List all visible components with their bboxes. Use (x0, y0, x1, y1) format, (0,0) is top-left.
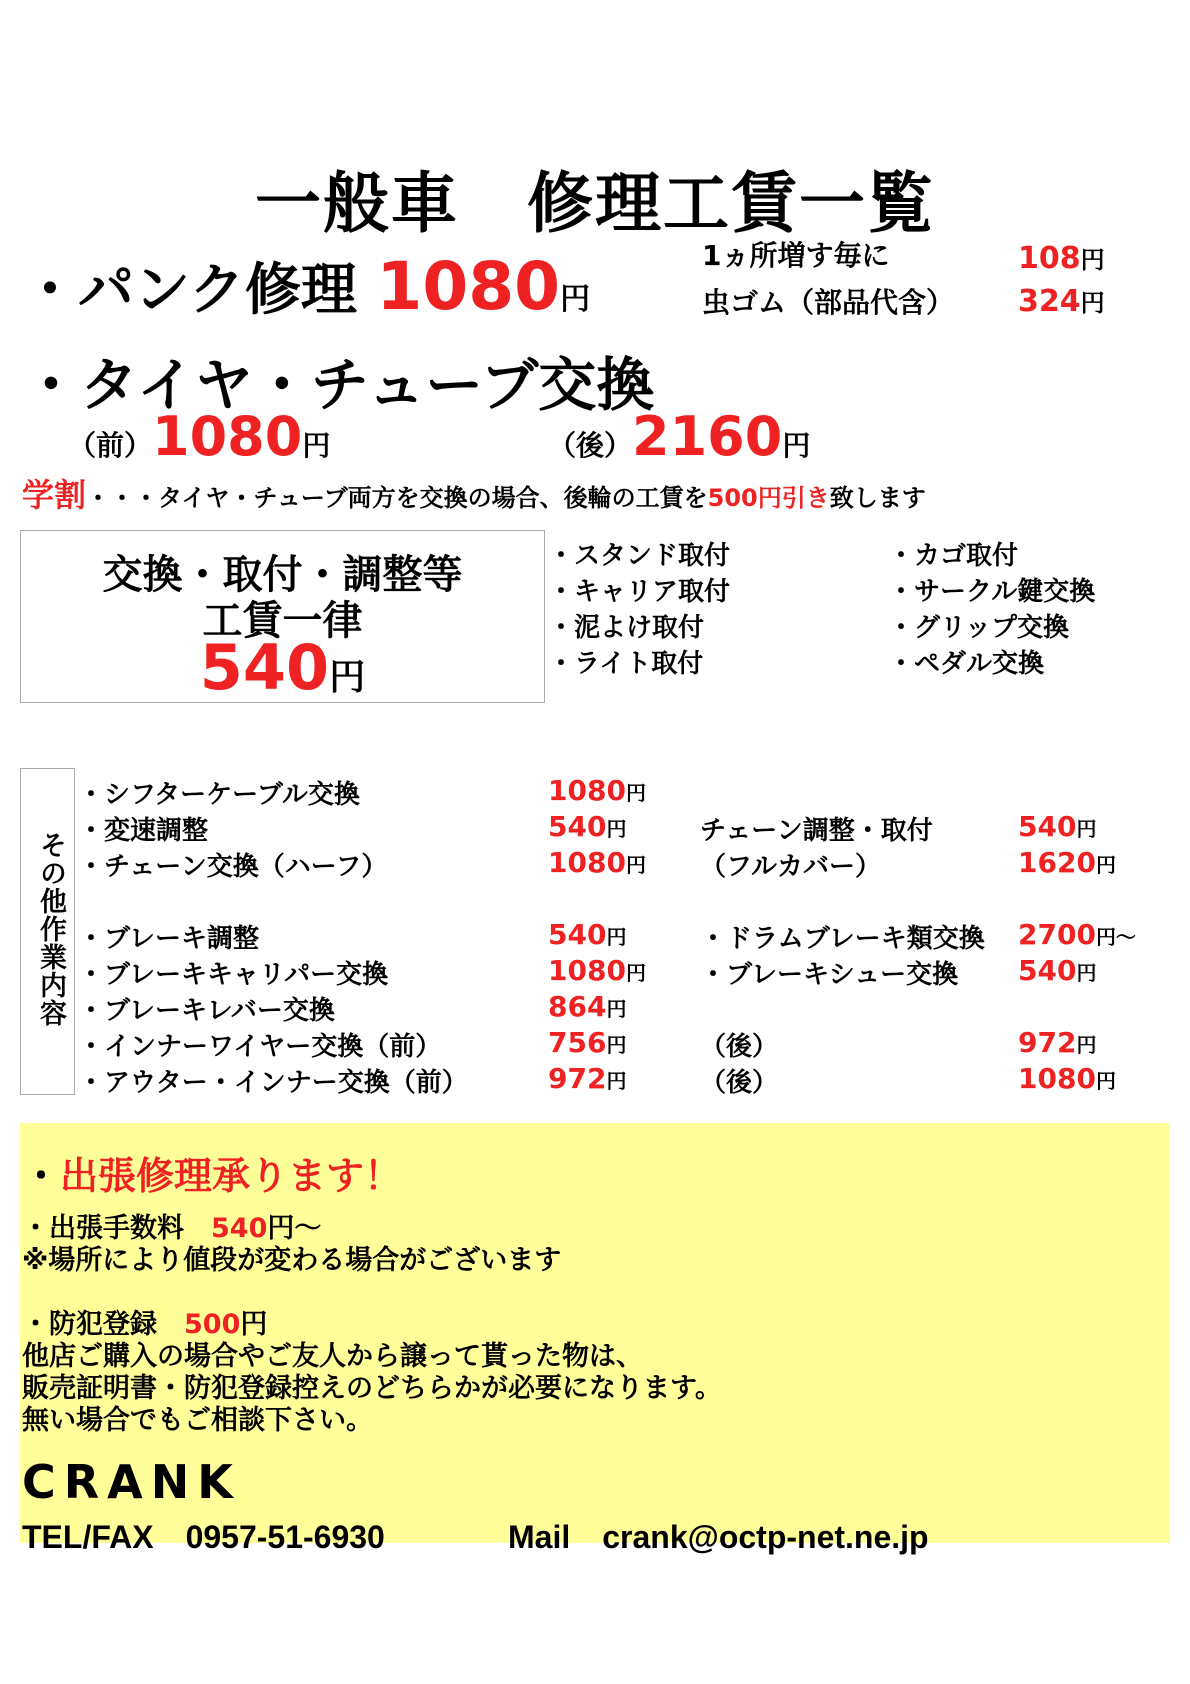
price-value: 540 (1018, 810, 1077, 843)
price-value: 972 (1018, 1026, 1077, 1059)
other-price (1018, 846, 1116, 879)
puncture-price: 1080 (376, 248, 561, 325)
other-price (548, 918, 626, 951)
addon-label-extra-spot: 1ヵ所増す毎に (702, 239, 890, 272)
price-yen: 円 (1095, 853, 1116, 877)
addon-price-value: 324 (1018, 284, 1081, 319)
addon-price-valve-rubber (1018, 283, 1105, 319)
flat-item: ・カゴ取付 (888, 541, 1019, 571)
price-yen: 円 (606, 925, 627, 949)
price-yen: 円 (1076, 1033, 1097, 1057)
other-work-label: その他作業内容 (35, 831, 66, 1027)
price-value: 756 (548, 1026, 607, 1059)
mobile-repair-title (22, 1145, 402, 1200)
student-tag: 学割 (22, 476, 87, 514)
price-value: 1080 (1018, 1062, 1096, 1095)
addon-price-value: 108 (1018, 241, 1081, 276)
tire-tube-label: ・タイヤ・チューブ交換 (22, 351, 655, 419)
flat-rate-line1: 交換・取付・調整等 (102, 552, 463, 598)
other-item: ・ブレーキレバー交換 (78, 996, 335, 1026)
price-value: 540 (548, 810, 607, 843)
shop-mail: Mail crank@octp-net.ne.jp (508, 1519, 929, 1555)
other-price (1018, 918, 1136, 951)
mobile-repair-title-text: 出張修理承ります！ (60, 1154, 403, 1198)
other-item: ・シフターケーブル交換 (78, 780, 360, 810)
other-price (1018, 810, 1096, 843)
tire-front-yen: 円 (302, 429, 331, 462)
trip-fee-price: 540 (211, 1213, 268, 1244)
other-item: （フルカバー） (700, 852, 881, 882)
flat-item: ・スタンド取付 (548, 541, 731, 571)
tire-rear-label: （後） (548, 429, 633, 462)
other-price (1018, 1026, 1096, 1059)
shop-tel: TEL/FAX 0957-51-6930 (22, 1519, 385, 1555)
price-yen: 円〜 (1095, 925, 1136, 949)
tire-rear (548, 405, 810, 468)
price-yen: 円 (606, 1033, 627, 1057)
price-yen: 円 (625, 853, 646, 877)
other-item: （後） (700, 1068, 779, 1098)
student-discount (22, 470, 926, 516)
tire-front-label: （前） (68, 429, 153, 462)
price-yen: 円 (606, 1069, 627, 1093)
tire-rear-price: 2160 (632, 405, 783, 468)
price-yen: 円 (606, 997, 627, 1021)
price-value: 1080 (548, 774, 626, 807)
reg-price: 500 (184, 1309, 241, 1340)
flat-item: ・キャリア取付 (548, 577, 731, 607)
flat-item: ・ライト取付 (548, 649, 704, 679)
tire-front-price: 1080 (152, 405, 303, 468)
other-price (1018, 1062, 1116, 1095)
puncture-yen: 円 (560, 282, 591, 317)
other-item: ・チェーン交換（ハーフ） (78, 852, 388, 882)
price-value: 1080 (548, 846, 626, 879)
student-text-end: 致します (829, 484, 926, 512)
other-price (548, 810, 626, 843)
reg-note: 販売証明書・防犯登録控えのどちらかが必要になります。 (22, 1373, 722, 1404)
price-value: 1620 (1018, 846, 1096, 879)
puncture-label: ・パンク修理 (22, 258, 357, 323)
trip-fee-yen: 円〜 (267, 1213, 322, 1244)
other-item: ・インナーワイヤー交換（前） (78, 1032, 442, 1062)
price-value: 540 (1018, 954, 1077, 987)
other-price (548, 1062, 626, 1095)
price-yen: 円 (606, 817, 627, 841)
price-yen: 円 (1076, 961, 1097, 985)
flat-rate-price-value: 540 (199, 631, 330, 704)
addon-price-extra-spot (1018, 240, 1105, 276)
other-price (548, 1026, 626, 1059)
flat-rate-box (20, 530, 545, 703)
bullet: ・ (22, 1154, 61, 1198)
price-yen: 円 (1095, 1069, 1116, 1093)
other-price (548, 954, 646, 987)
addon-price-yen: 円 (1080, 289, 1105, 317)
flat-rate-yen: 円 (329, 657, 366, 698)
reg-note: 無い場合でもご相談下さい。 (22, 1405, 373, 1436)
flat-item: ・ペダル交換 (888, 649, 1045, 679)
addon-price-yen: 円 (1080, 246, 1105, 274)
price-value: 2700 (1018, 918, 1096, 951)
puncture-repair (22, 246, 590, 326)
trip-fee-note: ※場所により値段が変わる場合がございます (22, 1245, 562, 1276)
tire-rear-yen: 円 (782, 429, 811, 462)
student-text: ・・・タイヤ・チューブ両方を交換の場合、後輪の工賃を (86, 484, 708, 512)
tire-front (68, 405, 330, 468)
reg-note: 他店ご購入の場合やご友人から譲って貰った物は、 (22, 1341, 643, 1372)
reg-label: ・防犯登録 (22, 1309, 157, 1340)
page-title: 一般車 修理工賃一覧 (255, 165, 935, 242)
addon-label-valve-rubber: 虫ゴム（部品代含） (702, 286, 955, 319)
other-item: ・ドラムブレーキ類交換 (700, 924, 985, 954)
price-value: 972 (548, 1062, 607, 1095)
flat-rate-line2: 工賃一律 (202, 598, 363, 644)
price-yen: 円 (625, 781, 646, 805)
other-price (1018, 954, 1096, 987)
other-price (548, 846, 646, 879)
trip-fee-label: ・出張手数料 (22, 1213, 184, 1244)
price-yen: 円 (625, 961, 646, 985)
other-price (548, 990, 626, 1023)
flat-rate-price (21, 631, 544, 704)
other-item: ・ブレーキキャリパー交換 (78, 960, 389, 990)
price-value: 864 (548, 990, 607, 1023)
other-item: （後） (700, 1032, 779, 1062)
price-value: 540 (548, 918, 607, 951)
other-price (548, 774, 646, 807)
other-item: ・アウター・インナー交換（前） (78, 1068, 468, 1098)
other-item: チェーン調整・取付 (700, 816, 933, 846)
flat-item: ・泥よけ取付 (548, 613, 705, 643)
price-value: 1080 (548, 954, 626, 987)
flat-item: ・サークル鍵交換 (888, 577, 1096, 607)
student-highlight: 500円引き (707, 484, 830, 512)
price-yen: 円 (1076, 817, 1097, 841)
reg-yen: 円 (240, 1309, 268, 1340)
other-item: ・ブレーキ調整 (78, 924, 259, 954)
flat-item: ・グリップ交換 (888, 613, 1069, 643)
shop-name: CRANK (22, 1455, 241, 1509)
other-item: ・ブレーキシュー交換 (700, 960, 959, 990)
other-work-label-box (20, 768, 75, 1095)
other-item: ・変速調整 (78, 816, 209, 846)
